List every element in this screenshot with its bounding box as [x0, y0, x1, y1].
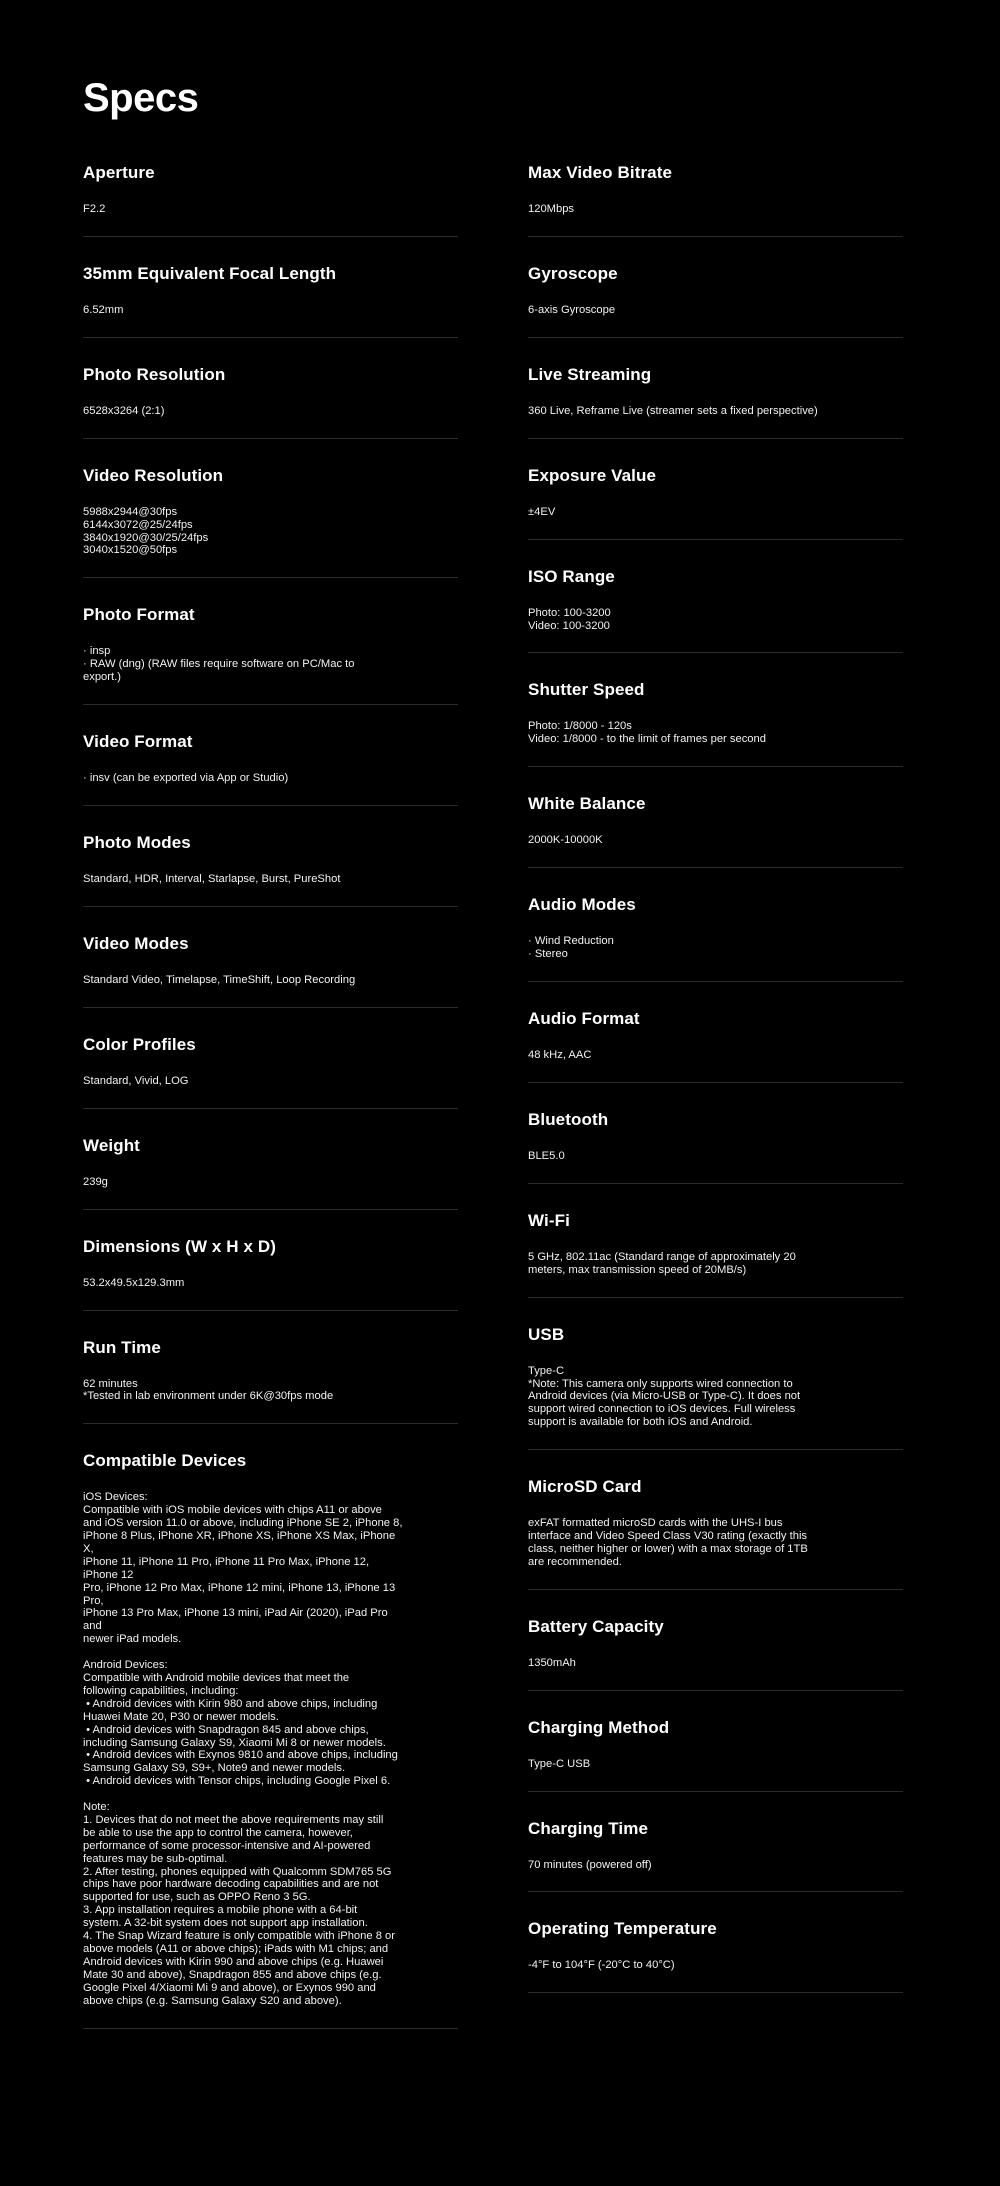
- spec-run-time: [83, 1337, 458, 1425]
- page-title: Specs: [83, 76, 199, 120]
- spec-value: [83, 1277, 403, 1290]
- spec-live-streaming: [528, 364, 903, 439]
- spec-value-line: meters, max transmission speed of 20MB/s): [528, 1263, 747, 1276]
- spec-value-line: • Android devices with Tensor chips, including Google Pixel 6.: [83, 1775, 391, 1788]
- spec-value-line: iOS Devices:: [83, 1491, 148, 1504]
- spec-value: [83, 873, 403, 886]
- spec-dimensions-w-x-h-x-d: [83, 1236, 458, 1311]
- spec-value-line: and iOS version 11.0 or above, including iPhone SE 2, iPhone 8,: [83, 1517, 403, 1530]
- spec-value-line: Android Devices:: [83, 1659, 168, 1672]
- spec-label: Exposure Value: [528, 465, 657, 485]
- spec-label: Video Format: [83, 732, 193, 752]
- specs-column-left: [83, 162, 458, 2055]
- spec-value-line: 1. Devices that do not meet the above requirements may still: [83, 1813, 384, 1826]
- spec-value-line: Video: 100-3200: [528, 619, 610, 632]
- spec-value-line: support wired connection to iOS devices. Full wireless: [528, 1403, 796, 1416]
- spec-value-line: 6-axis Gyroscope: [528, 303, 616, 316]
- spec-weight: [83, 1135, 458, 1210]
- spec-value-line: 3. App installation requires a mobile phone with a 64-bit: [83, 1904, 358, 1917]
- spec-value-line: F2.2: [83, 203, 106, 215]
- spec-value-line: Standard Video, Timelapse, TimeShift, Loop Recording: [83, 973, 356, 986]
- spec-value-line: following capabilities, including:: [83, 1684, 239, 1697]
- spec-value-line: ±4EV: [528, 505, 556, 518]
- spec-value-line: be able to use the app to control the camera, however,: [83, 1826, 353, 1839]
- spec-value: [83, 772, 403, 785]
- spec-label: Battery Capacity: [528, 1616, 664, 1636]
- spec-value-line: · insp: [83, 645, 111, 658]
- spec-value: [528, 607, 848, 633]
- spec-value-line: 6144x3072@25/24fps: [83, 518, 193, 531]
- spec-value-line: · insv (can be exported via App or Studio): [83, 772, 289, 785]
- spec-value: [528, 834, 848, 847]
- spec-label: Charging Method: [528, 1717, 670, 1737]
- spec-label: Charging Time: [528, 1818, 649, 1838]
- spec-value-line: • Android devices with Kirin 980 and above chips, including: [83, 1697, 378, 1710]
- spec-label: Color Profiles: [83, 1034, 196, 1054]
- spec-compatible-devices: [83, 1450, 458, 2028]
- spec-value-line: 3840x1920@30/25/24fps: [83, 531, 209, 544]
- spec-value-line: interface and Video Speed Class V30 rating (exactly this: [528, 1530, 808, 1543]
- spec-value-line: are recommended.: [528, 1555, 622, 1568]
- spec-value-line: *Tested in lab environment under 6K@30fps mode: [83, 1390, 334, 1403]
- spec-color-profiles: [83, 1034, 458, 1109]
- spec-value-line: 6.52mm: [83, 303, 124, 316]
- spec-value-line: 6528x3264 (2:1): [83, 404, 165, 417]
- spec-value-line: iPhone 13 Pro Max, iPhone 13 mini, iPad Air (2020), iPad Pro and: [83, 1607, 391, 1633]
- spec-value-line: 2. After testing, phones equipped with Qualcomm SDM765 5G: [83, 1865, 392, 1878]
- spec-aperture: [83, 162, 458, 237]
- spec-value-line: -4°F to 104°F (-20°C to 40°C): [528, 1959, 675, 1972]
- spec-value: [528, 1657, 848, 1670]
- spec-value-line: Huawei Mate 20, P30 or newer models.: [83, 1710, 279, 1723]
- spec-value-line: Standard, HDR, Interval, Starlapse, Burst, PureShot: [83, 872, 341, 885]
- spec-value-line: BLE5.0: [528, 1149, 565, 1162]
- specs-column-right: [528, 162, 903, 2019]
- spec-value: [528, 1150, 848, 1163]
- spec-value-line: iPhone 8 Plus, iPhone XR, iPhone XS, iPhone XS Max, iPhone X,: [83, 1530, 399, 1555]
- spec-value: [83, 1075, 403, 1088]
- spec-value-line: Video: 1/8000 - to the limit of frames per second: [528, 733, 766, 746]
- spec-value-line: 3040x1520@50fps: [83, 544, 178, 557]
- spec-value-line: support is available for both iOS and Android.: [528, 1416, 753, 1429]
- spec-value: [83, 506, 403, 558]
- spec-value-line: performance of some processor-intensive and AI-powered: [83, 1839, 371, 1852]
- spec-value-line: Mate 30 and above), Snapdragon 855 and above chips (e.g.: [83, 1968, 382, 1981]
- spec-value-line: Type-C: [528, 1364, 565, 1377]
- spec-value-line: Type-C USB: [528, 1757, 591, 1770]
- spec-photo-resolution: [83, 364, 458, 439]
- spec-value-line: Android devices (via Micro-USB or Type-C). It does not: [528, 1390, 801, 1403]
- spec-value-line: Samsung Galaxy S9, S9+, Note9 and newer models.: [83, 1762, 346, 1775]
- spec-label: Weight: [83, 1135, 140, 1155]
- spec-value-line: 2000K-10000K: [528, 834, 603, 847]
- spec-value-line: · Wind Reduction: [528, 935, 614, 948]
- spec-value-line: Standard, Vivid, LOG: [83, 1074, 189, 1087]
- spec-value-line: [83, 1646, 403, 1659]
- spec-value-line: supported for use, such as OPPO Reno 3 5G.: [83, 1891, 311, 1904]
- spec-label: Operating Temperature: [528, 1919, 717, 1939]
- spec-usb: [528, 1324, 903, 1451]
- spec-value: [528, 1251, 848, 1277]
- spec-white-balance: [528, 793, 903, 868]
- spec-photo-format: [83, 604, 458, 705]
- spec-value-line: chips have poor hardware decoding capabilities and are not: [83, 1878, 379, 1891]
- spec-label: Compatible Devices: [83, 1451, 247, 1471]
- spec-value-line: *Note: This camera only supports wired connection to: [528, 1377, 793, 1390]
- spec-value-line: 5988x2944@30fps: [83, 505, 178, 518]
- spec-value: [528, 720, 848, 746]
- spec-value-line: [83, 1788, 403, 1801]
- spec-value: [83, 645, 403, 684]
- spec-value: [83, 1378, 403, 1404]
- spec-label: Bluetooth: [528, 1109, 609, 1129]
- spec-photo-modes: [83, 832, 458, 907]
- spec-value-line: • Android devices with Snapdragon 845 and above chips,: [83, 1723, 369, 1736]
- spec-value: [528, 1365, 848, 1430]
- spec-value-line: · RAW (dng) (RAW files require software on PC/Mac to: [83, 658, 355, 671]
- spec-charging-method: [528, 1717, 903, 1792]
- spec-value: [528, 935, 848, 961]
- spec-value: [83, 974, 403, 987]
- spec-label: Video Modes: [83, 933, 189, 953]
- spec-value: [528, 1049, 848, 1062]
- spec-value: [528, 1959, 848, 1972]
- spec-value: [83, 1176, 403, 1189]
- spec-value-line: · Stereo: [528, 948, 568, 961]
- spec-value: [528, 1758, 848, 1771]
- spec-label: Photo Format: [83, 605, 195, 625]
- spec-label: Run Time: [83, 1337, 161, 1357]
- spec-video-modes: [83, 933, 458, 1008]
- spec-iso-range: [528, 566, 903, 654]
- spec-shutter-speed: [528, 679, 903, 767]
- spec-video-resolution: [83, 465, 458, 579]
- spec-value: [528, 1517, 848, 1569]
- spec-value-line: system. A 32-bit system does not support app installation.: [83, 1917, 368, 1930]
- spec-value-line: export.): [83, 671, 121, 684]
- spec-value-line: Note:: [83, 1801, 110, 1814]
- spec-label: MicroSD Card: [528, 1477, 642, 1497]
- spec-label: Photo Modes: [83, 832, 191, 852]
- spec-value: [528, 405, 848, 418]
- spec-value-line: Photo: 100-3200: [528, 606, 611, 619]
- spec-label: Wi-Fi: [528, 1210, 570, 1230]
- spec-microsd-card: [528, 1476, 903, 1590]
- spec-value-line: Google Pixel 4/Xiaomi Mi 9 and above), or Exynos 990 and: [83, 1981, 376, 1994]
- spec-value: [83, 304, 403, 317]
- spec-value-line: class, neither higher or lower) with a max storage of 1TB: [528, 1542, 808, 1555]
- spec-value-line: above models (A11 or above chips); iPads with M1 chips; and: [83, 1943, 389, 1955]
- spec-value-line: Pro, iPhone 12 Pro Max, iPhone 12 mini, iPhone 13, iPhone 13 Pro,: [83, 1581, 399, 1607]
- spec-value-line: 53.2x49.5x129.3mm: [83, 1276, 185, 1289]
- spec-value-line: 62 minutes: [83, 1377, 138, 1390]
- spec-gyroscope: [528, 263, 903, 338]
- spec-value-line: 360 Live, Reframe Live (streamer sets a fixed perspective): [528, 404, 818, 417]
- spec-label: USB: [528, 1324, 565, 1344]
- spec-label: Audio Modes: [528, 895, 636, 915]
- spec-audio-modes: [528, 894, 903, 982]
- spec-label: Gyroscope: [528, 263, 618, 283]
- spec-value-line: 48 kHz, AAC: [528, 1048, 592, 1061]
- spec-value-line: 4. The Snap Wizard feature is only compatible with iPhone 8 or: [83, 1930, 395, 1943]
- spec-value: [83, 405, 403, 418]
- spec-value-line: including Samsung Galaxy S9, Xiaomi Mi 8 or newer models.: [83, 1736, 386, 1749]
- spec-value: [528, 304, 848, 317]
- spec-value-line: Compatible with iOS mobile devices with chips A11 or above: [83, 1504, 382, 1517]
- spec-35mm-equivalent-focal-length: [83, 263, 458, 338]
- spec-value-line: 120Mbps: [528, 203, 575, 215]
- spec-battery-capacity: [528, 1616, 903, 1691]
- spec-label: 35mm Equivalent Focal Length: [83, 263, 337, 283]
- spec-bluetooth: [528, 1109, 903, 1184]
- spec-value-line: features may be sub-optimal.: [83, 1852, 228, 1865]
- spec-label: Video Resolution: [83, 465, 224, 485]
- spec-label: Live Streaming: [528, 364, 652, 384]
- spec-value-line: • Android devices with Exynos 9810 and above chips, including: [83, 1749, 398, 1762]
- spec-value-line: Android devices with Kirin 990 and above chips (e.g. Huawei: [83, 1955, 384, 1968]
- spec-audio-format: [528, 1008, 903, 1083]
- spec-label: Max Video Bitrate: [528, 163, 673, 182]
- spec-label: Audio Format: [528, 1008, 640, 1028]
- spec-value: [83, 1491, 403, 2007]
- spec-label: ISO Range: [528, 566, 615, 586]
- spec-wi-fi: [528, 1210, 903, 1298]
- spec-label: Dimensions (W x H x D): [83, 1236, 277, 1256]
- spec-label: Photo Resolution: [83, 364, 226, 384]
- spec-value: [528, 203, 848, 216]
- spec-value-line: 5 GHz, 802.11ac (Standard range of approximately 20: [528, 1250, 796, 1263]
- spec-value-line: iPhone 11, iPhone 11 Pro, iPhone 11 Pro Max, iPhone 12, iPhone 12: [83, 1555, 373, 1581]
- spec-max-video-bitrate: [528, 162, 903, 237]
- spec-exposure-value: [528, 465, 903, 540]
- spec-value-line: exFAT formatted microSD cards with the UHS-I bus: [528, 1517, 783, 1530]
- spec-value-line: newer iPad models.: [83, 1633, 182, 1646]
- spec-value-line: 239g: [83, 1175, 108, 1188]
- spec-value-line: Compatible with Android mobile devices that meet the: [83, 1671, 350, 1684]
- spec-value-line: 1350mAh: [528, 1656, 576, 1669]
- spec-value-line: 70 minutes (powered off): [528, 1858, 652, 1871]
- spec-value: [528, 506, 848, 519]
- spec-charging-time: [528, 1818, 903, 1893]
- spec-value-line: Photo: 1/8000 - 120s: [528, 720, 632, 733]
- spec-value: [83, 203, 403, 216]
- spec-label: Aperture: [83, 163, 155, 182]
- spec-label: Shutter Speed: [528, 680, 645, 700]
- spec-video-format: [83, 731, 458, 806]
- spec-operating-temperature: [528, 1918, 903, 1993]
- spec-value-line: above chips (e.g. Samsung Galaxy S20 and above).: [83, 1994, 342, 2007]
- spec-label: White Balance: [528, 794, 646, 814]
- spec-value: [528, 1859, 848, 1872]
